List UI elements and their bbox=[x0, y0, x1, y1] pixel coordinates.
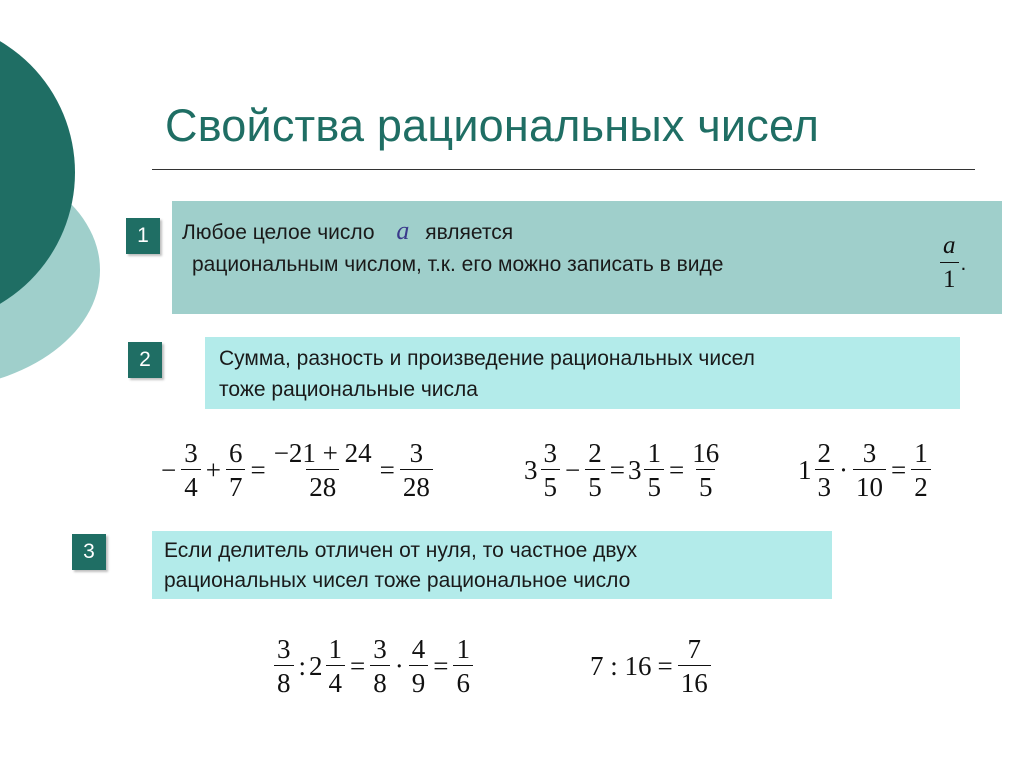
fraction bbox=[815, 438, 835, 502]
denominator: 3 bbox=[815, 469, 835, 502]
equals-sign: = bbox=[379, 454, 395, 485]
whole-part: 1 bbox=[798, 454, 812, 485]
example-product bbox=[798, 438, 933, 502]
fraction-numerator: a bbox=[943, 232, 956, 259]
fraction bbox=[644, 438, 664, 502]
numerator: 3 bbox=[543, 438, 557, 468]
numerator: 3 bbox=[373, 634, 387, 664]
fraction bbox=[181, 438, 201, 502]
title-divider bbox=[152, 169, 975, 170]
denominator: 5 bbox=[696, 469, 716, 502]
fraction bbox=[689, 438, 722, 502]
property-2-badge: 2 bbox=[128, 342, 162, 378]
denominator: 7 bbox=[226, 469, 246, 502]
plus-sign: + bbox=[205, 454, 221, 485]
fraction bbox=[400, 438, 433, 502]
multiply-dot: · bbox=[394, 650, 404, 681]
numerator: 1 bbox=[647, 438, 661, 468]
example-sum bbox=[158, 438, 435, 502]
fraction bbox=[585, 438, 605, 502]
slide-title: Свойства рациональных чисел bbox=[165, 100, 820, 151]
denominator: 5 bbox=[644, 469, 664, 502]
minus-sign: − bbox=[161, 454, 177, 485]
numerator: 2 bbox=[588, 438, 602, 468]
fraction bbox=[326, 634, 346, 698]
numerator: 6 bbox=[228, 438, 243, 468]
numerator: 3 bbox=[277, 634, 291, 664]
numerator: 7 bbox=[687, 634, 701, 664]
fraction bbox=[678, 634, 711, 698]
example-division-mixed bbox=[272, 634, 475, 698]
equals-sign: = bbox=[609, 454, 625, 485]
fraction bbox=[271, 438, 375, 502]
numerator: 1 bbox=[456, 634, 470, 664]
property-3-box bbox=[152, 531, 832, 599]
property-3-line-1: Если делитель отличен от нуля, то частное двух bbox=[164, 539, 638, 562]
numerator: 3 bbox=[862, 438, 877, 468]
fraction bbox=[853, 438, 886, 502]
period: . bbox=[960, 251, 967, 275]
equals-sign: = bbox=[433, 650, 449, 681]
denominator: 4 bbox=[326, 665, 346, 698]
fraction bbox=[409, 634, 429, 698]
denominator: 5 bbox=[541, 469, 561, 502]
denominator: 28 bbox=[306, 469, 339, 502]
numerator: 16 bbox=[692, 438, 720, 468]
numerator: −21 + 24 bbox=[273, 438, 372, 468]
denominator: 8 bbox=[370, 665, 390, 698]
whole-part: 2 bbox=[309, 650, 323, 681]
equals-sign: = bbox=[250, 454, 266, 485]
numerator: 4 bbox=[411, 634, 426, 664]
denominator: 16 bbox=[678, 665, 711, 698]
property-2-line-1: Сумма, разность и произведение рациональных чисел bbox=[219, 347, 755, 370]
fraction bbox=[453, 634, 473, 698]
denominator: 6 bbox=[453, 665, 473, 698]
fraction bbox=[370, 634, 390, 698]
property-1-fraction bbox=[938, 231, 966, 295]
division-colon: : bbox=[298, 650, 307, 681]
multiply-dot: · bbox=[839, 454, 848, 485]
denominator: 28 bbox=[400, 469, 433, 502]
denominator: 5 bbox=[585, 469, 605, 502]
fraction bbox=[541, 438, 561, 502]
denominator: 9 bbox=[409, 665, 429, 698]
equals-sign: = bbox=[350, 650, 366, 681]
property-3-line-2: рациональных чисел тоже рациональное число bbox=[164, 569, 631, 592]
property-1-line-1 bbox=[182, 215, 513, 248]
equals-sign: = bbox=[657, 650, 673, 681]
equals-sign: = bbox=[891, 454, 907, 485]
property-1-line-2: рациональным числом, т.к. его можно записать в виде bbox=[192, 253, 724, 276]
numerator: 3 bbox=[184, 438, 198, 468]
fraction bbox=[226, 438, 246, 502]
numerator: 3 bbox=[409, 438, 424, 468]
example-division-integers bbox=[590, 634, 713, 698]
numerator: 1 bbox=[328, 634, 343, 664]
property-2-box bbox=[205, 337, 960, 409]
property-2-line-2: тоже рациональные числа bbox=[219, 378, 478, 401]
denominator: 10 bbox=[853, 469, 886, 502]
equals-sign: = bbox=[668, 454, 685, 485]
denominator: 2 bbox=[911, 469, 931, 502]
property-1-box bbox=[172, 201, 1002, 314]
denominator: 8 bbox=[274, 665, 294, 698]
fraction bbox=[911, 438, 931, 502]
division-expression: 7 : 16 bbox=[590, 650, 652, 681]
fraction bbox=[274, 634, 294, 698]
example-difference bbox=[524, 438, 724, 502]
property-1-badge: 1 bbox=[126, 218, 160, 254]
whole-part: 3 bbox=[524, 454, 538, 485]
property-1-text-start: Любое целое число bbox=[182, 221, 375, 244]
property-1-text-end: является bbox=[425, 221, 514, 244]
fraction-denominator: 1 bbox=[940, 262, 959, 295]
numerator: 1 bbox=[914, 438, 928, 468]
minus-sign: − bbox=[565, 454, 581, 485]
variable-a: a bbox=[396, 216, 410, 245]
whole-part: 3 bbox=[627, 454, 642, 485]
denominator: 4 bbox=[181, 469, 201, 502]
numerator: 2 bbox=[817, 438, 831, 468]
property-3-badge: 3 bbox=[72, 534, 106, 570]
